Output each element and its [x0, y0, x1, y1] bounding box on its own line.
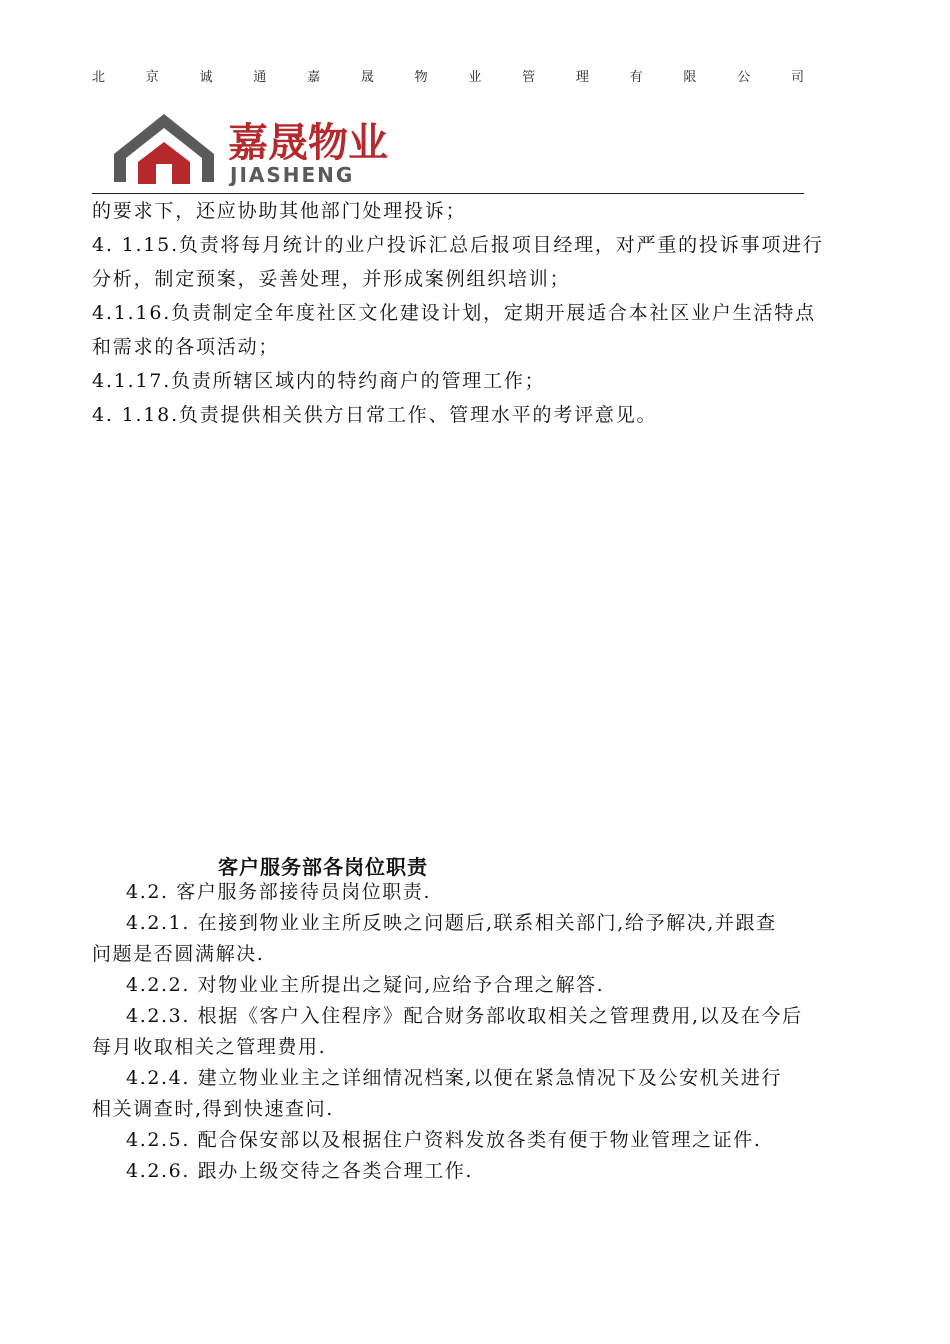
header-char: 有 — [629, 70, 643, 85]
text-line: 4. 1.18.负责提供相关供方日常工作、管理水平的考评意见。 — [92, 404, 658, 426]
text-line: 分析，制定预案，妥善处理，并形成案例组织培训； — [92, 268, 571, 290]
header-char: 管 — [522, 70, 536, 85]
text-line: 问题是否圆满解决. — [92, 943, 265, 965]
text-line: 4.2.3. 根据《客户入住程序》配合财务部收取相关之管理费用,以及在今后 — [126, 1005, 803, 1027]
logo-name-cn: 嘉晟物业 — [228, 120, 388, 166]
header-char: 通 — [253, 70, 267, 85]
text-line: 4.2. 客户服务部接待员岗位职责. — [126, 881, 432, 903]
logo-name-en: JIASHENG — [230, 163, 355, 186]
header-char: 司 — [790, 70, 804, 85]
header-char: 物 — [414, 70, 428, 85]
text-line: 4.2.1. 在接到物业业主所反映之问题后,联系相关部门,给予解决,并跟查 — [126, 912, 777, 934]
section-title: 客户服务部各岗位职责 — [218, 855, 428, 879]
company-logo — [112, 112, 452, 186]
text-line: 和需求的各项活动； — [92, 336, 280, 358]
header-char: 诚 — [199, 70, 213, 85]
text-line: 相关调查时,得到快速查问. — [92, 1098, 334, 1120]
header-char: 晟 — [360, 70, 374, 85]
text-line: 4.2.5. 配合保安部以及根据住户资料发放各类有便于物业管理之证件. — [126, 1129, 762, 1151]
header-char: 京 — [145, 70, 159, 85]
header-char: 北 — [92, 70, 106, 85]
text-line: 的要求下，还应协助其他部门处理投诉； — [92, 200, 467, 222]
header-char: 限 — [683, 70, 697, 85]
company-header — [92, 66, 804, 85]
house-logo-icon — [112, 112, 452, 186]
text-line: 每月收取相关之管理费用. — [92, 1036, 327, 1058]
text-line: 4.1.16.负责制定全年度社区文化建设计划，定期开展适合本社区业户生活特点 — [92, 302, 816, 324]
header-char: 业 — [468, 70, 482, 85]
text-line: 4. 1.15.负责将每月统计的业户投诉汇总后报项目经理，对严重的投诉事项进行 — [92, 234, 824, 256]
text-line: 4.2.4. 建立物业业主之详细情况档案,以便在紧急情况下及公安机关进行 — [126, 1067, 783, 1089]
text-line: 4.1.17.负责所辖区域内的特约商户的管理工作； — [92, 370, 546, 392]
header-char: 嘉 — [307, 70, 321, 85]
text-line: 4.2.2. 对物业业主所提出之疑问,应给予合理之解答. — [126, 974, 605, 996]
header-char: 理 — [575, 70, 589, 85]
header-char: 公 — [737, 70, 751, 85]
text-line: 4.2.6. 跟办上级交待之各类合理工作. — [126, 1160, 474, 1182]
